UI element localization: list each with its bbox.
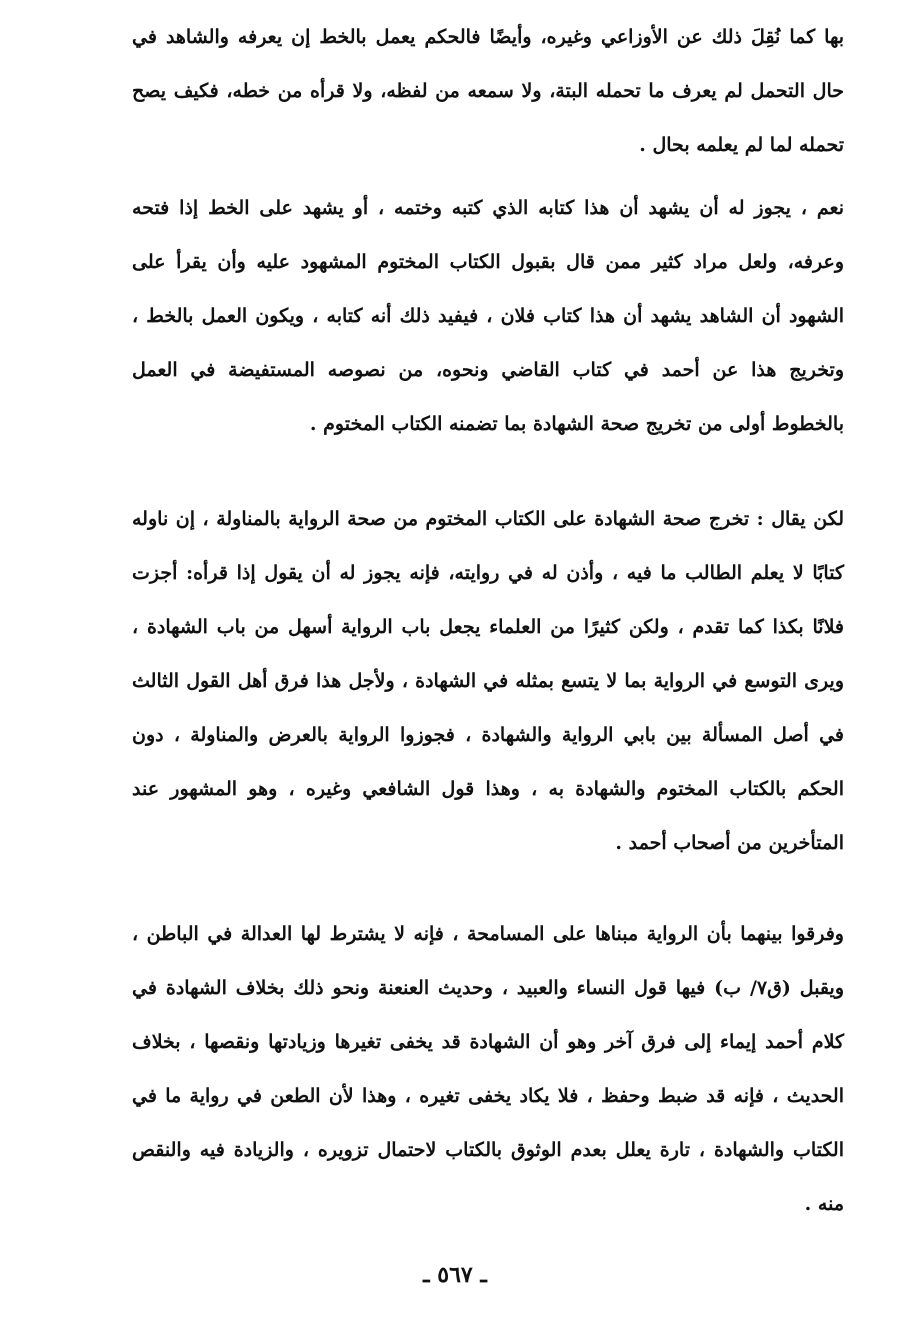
paragraph-2: نعم ، يجوز له أن يشهد أن هذا كتابه الذي كتبه وختمه ، أو يشهد على الخط إذا فتحه وعرفه، ولعل مراد كثير ممن قال بقبول الكتاب المختوم المشهود عليه وأن يقرأ على الشهود أن الشاهد يشهد أن هذا كتاب فلان ، فيفيد ذلك أنه كتابه ، ويكون العمل بالخط ، وتخريج هذا عن أحمد في كتاب القاضي ونحوه، من نصوصه المستفيضة في العمل بالخطوط أولى من تخريج صحة الشهادة بما تضمنه الكتاب المختوم . <box>132 197 844 435</box>
paragraph-4: وفرقوا بينهما بأن الرواية مبناها على المسامحة ، فإنه لا يشترط لها العدالة في الباطن ، ويقبل (ق٧/ ب) فيها قول النساء والعبيد ، وحديث العنعنة ونحو ذلك بخلاف الشهادة في كلام أحمد إيماء إلى فرق آخر وهو أن الشهادة قد يخفى تغيرها وزيادتها ونقصها ، بخلاف الحديث ، فإنه قد ضبط وحفظ ، فلا يكاد يخفى تغيره ، وهذا لأن الطعن في رواية ما في الكتاب والشهادة ، تارة يعلل بعدم الوثوق بالكتاب لاحتمال تزويره ، والزيادة فيه والنقص منه . <box>132 923 845 1215</box>
page-number: ـ ٥٦٧ ـ <box>423 1262 487 1288</box>
paragraph-1: بها كما نُقِلَ ذلك عن الأوزاعي وغيره، وأيضًا فالحكم يعمل بالخط إن يعرفه والشاهد في حال التحمل لم يعرف ما تحمله البتة، ولا سمعه من لفظه، ولا قرأه من خطه، فكيف يصح تحمله لما لم يعلمه بحال . <box>132 26 844 156</box>
paragraph-3: لكن يقال : تخرج صحة الشهادة على الكتاب المختوم من صحة الرواية بالمناولة ، إن ناوله كتابًا لا يعلم الطالب ما فيه ، وأذن له في روايته، فإنه يجوز له أن يقول إذا قرأه: أجزت فلانًا بكذا كما تقدم ، ولكن كثيرًا من العلماء يجعل باب الرواية أسهل من باب الشهادة ، ويرى التوسع في الرواية بما لا يتسع بمثله في الشهادة ، ولأجل هذا فرق أهل القول الثالث في أصل المسألة بين بابي الرواية والشهادة ، فجوزوا الرواية بالعرض والمناولة ، دون الحكم بالكتاب المختوم والشهادة به ، وهذا قول الشافعي وغيره ، وهو المشهور عند المتأخرين من أصحاب أحمد . <box>132 508 844 854</box>
